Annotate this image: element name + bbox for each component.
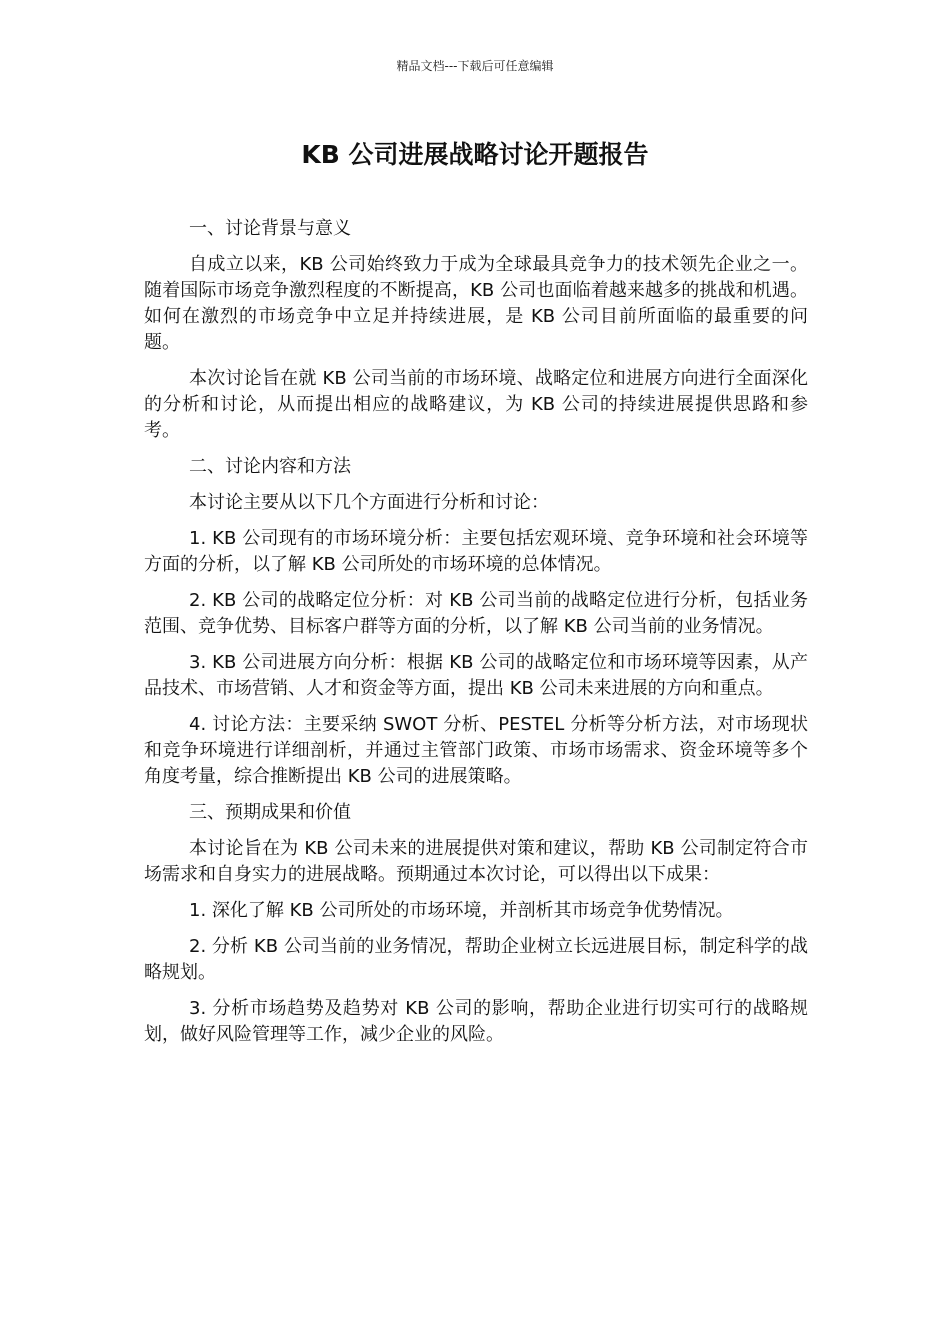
section-heading-background: 一、讨论背景与意义 — [189, 218, 351, 239]
paragraph-content-intro: 本讨论主要从以下几个方面进行分析和讨论： — [189, 492, 549, 513]
paragraph-background-2: 本次讨论旨在就 KB 公司当前的市场环境、战略定位和进展方向进行全面深化的分析和讨论，从而提出相应的战略建议，为 KB 公司的持续进展提供思路和参考。 — [144, 368, 808, 441]
list-item-research-method: 4. 讨论方法：主要采纳 SWOT 分析、PESTEL 分析等分析方法，对市场现状和竞争环境进行详细剖析，并通过主管部门政策、市场市场需求、资金环境等多个角度考量，综合推断提出 KB 公司的进展策略。 — [144, 714, 808, 787]
list-item-development-direction: 3. KB 公司进展方向分析：根据 KB 公司的战略定位和市场环境等因素，从产品技术、市场营销、人才和资金等方面，提出 KB 公司未来进展的方向和重点。 — [144, 652, 808, 699]
section-heading-content-method: 二、讨论内容和方法 — [189, 456, 351, 477]
list-item-result-1: 1. 深化了解 KB 公司所处的市场环境，并剖析其市场竞争优势情况。 — [189, 900, 734, 921]
paragraph-expected-intro: 本讨论旨在为 KB 公司未来的进展提供对策和建议，帮助 KB 公司制定符合市场需求和自身实力的进展战略。预期通过本次讨论，可以得出以下成果： — [144, 838, 808, 885]
section-heading-expected-results: 三、预期成果和价值 — [189, 802, 351, 823]
list-item-strategic-positioning: 2. KB 公司的战略定位分析：对 KB 公司当前的战略定位进行分析，包括业务范围、竞争优势、目标客户群等方面的分析，以了解 KB 公司当前的业务情况。 — [144, 590, 808, 637]
document-body — [144, 216, 808, 1058]
list-item-result-3: 3. 分析市场趋势及趋势对 KB 公司的影响，帮助企业进行切实可行的战略规划，做好风险管理等工作，减少企业的风险。 — [144, 998, 808, 1045]
paragraph-background-1: 自成立以来，KB 公司始终致力于成为全球最具竞争力的技术领先企业之一。随着国际市场竞争激烈程度的不断提高，KB 公司也面临着越来越多的挑战和机遇。如何在激烈的市场竞争中立足并持续进展，是 KB 公司目前所面临的最重要的问题。 — [144, 254, 808, 353]
list-item-result-2: 2. 分析 KB 公司当前的业务情况，帮助企业树立长远进展目标，制定科学的战略规划。 — [144, 936, 808, 983]
list-item-market-environment: 1. KB 公司现有的市场环境分析：主要包括宏观环境、竞争环境和社会环境等方面的分析，以了解 KB 公司所处的市场环境的总体情况。 — [144, 528, 808, 575]
page-header: 精品文档---下载后可任意编辑 — [396, 59, 554, 73]
document-title: KB 公司进展战略讨论开题报告 — [301, 140, 649, 169]
